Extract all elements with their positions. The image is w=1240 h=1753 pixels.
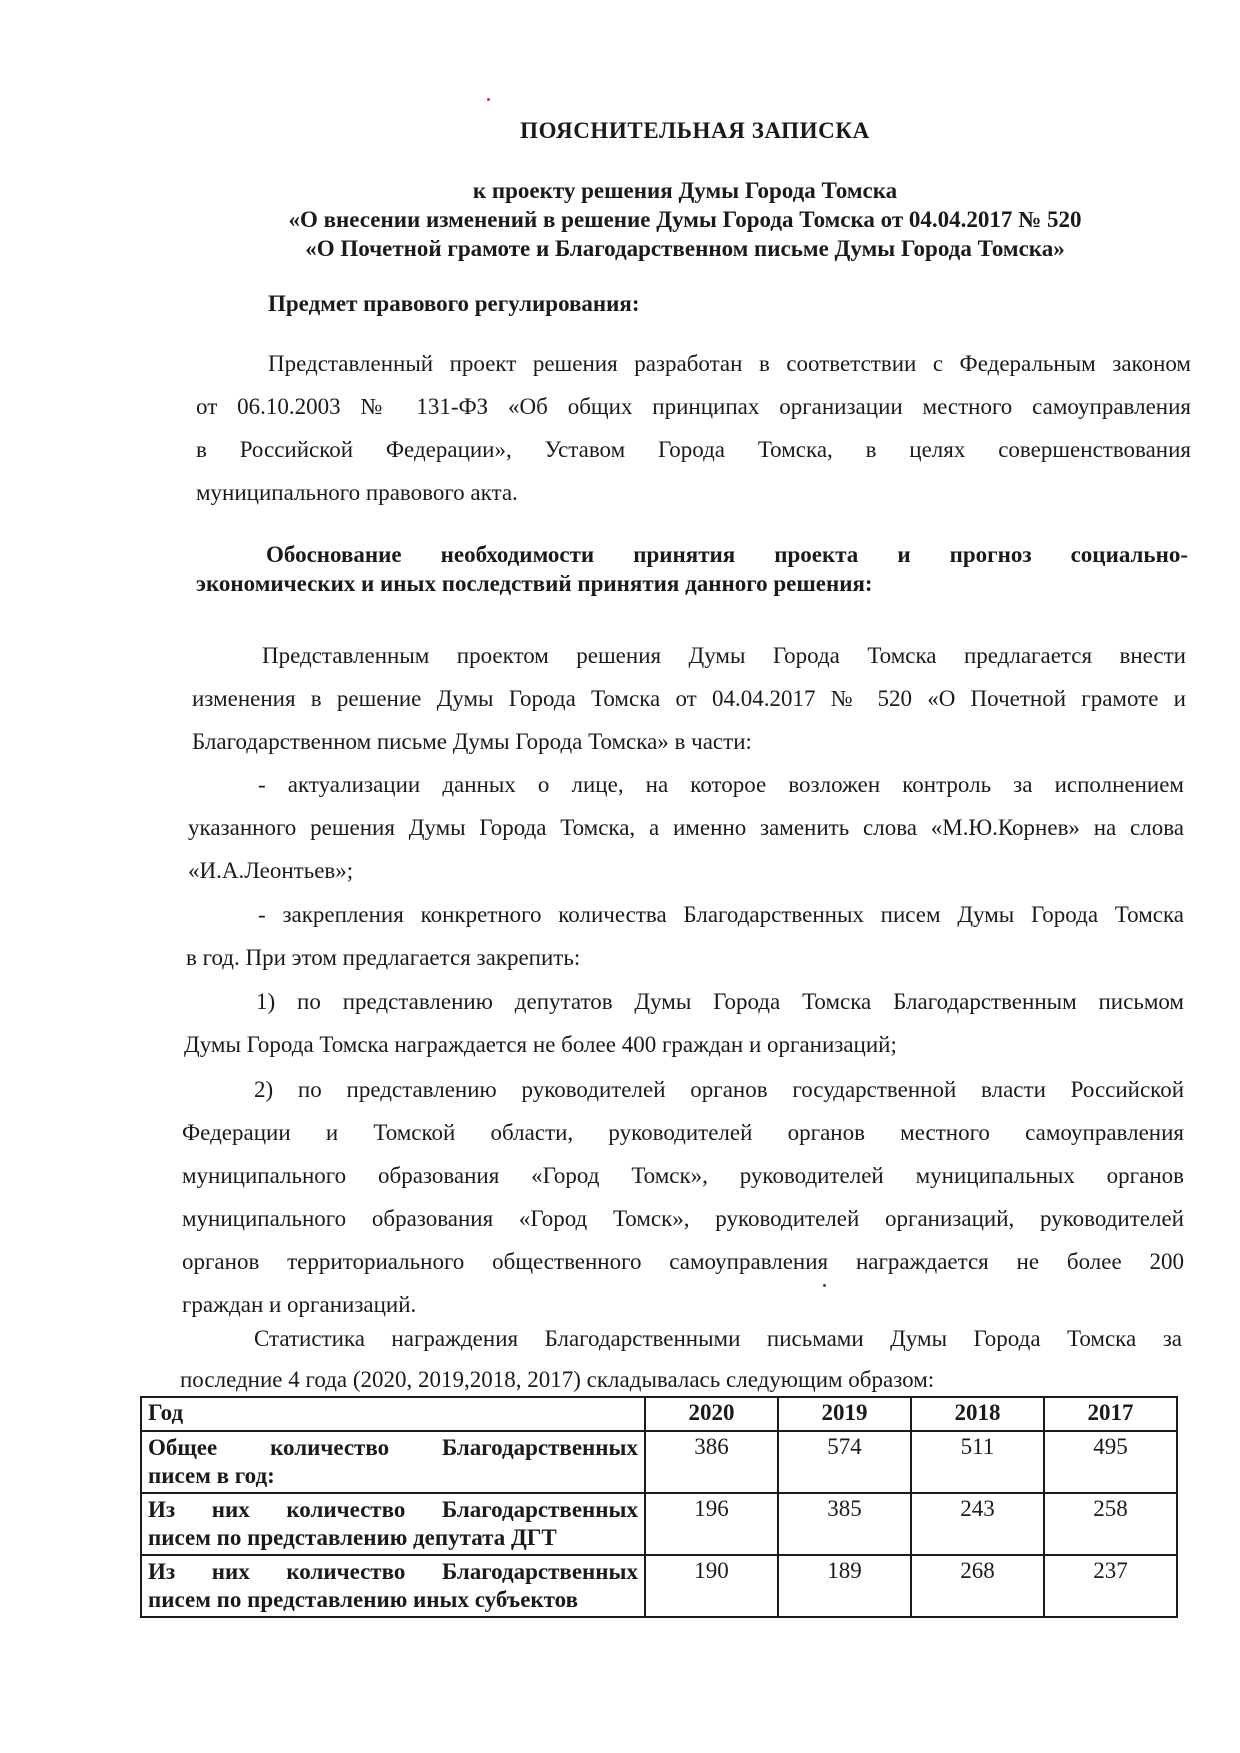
bullet-fixing <box>186 893 1184 979</box>
subtitle-line: «О внесении изменений в решение Думы Города Томска от 04.04.2017 № 520 <box>288 207 1082 232</box>
header-cell: 2019 <box>778 1397 911 1431</box>
value-cell: 258 <box>1044 1493 1177 1555</box>
table-row <box>141 1431 1177 1493</box>
text-line: от 06.10.2003 № 131-ФЗ «Об общих принципах организации местного самоуправления <box>196 394 1191 419</box>
bullet-actualization <box>188 763 1184 892</box>
text-line: муниципального образования «Город Томск», руководителей организаций, руководителей <box>182 1206 1184 1231</box>
value-cell: 386 <box>645 1431 778 1493</box>
value-cell: 243 <box>911 1493 1044 1555</box>
header-cell: 2020 <box>645 1397 778 1431</box>
header-cell: Год <box>141 1397 645 1431</box>
row-label <box>141 1493 645 1555</box>
section1-paragraph <box>196 342 1191 514</box>
doc-subtitle <box>230 176 1140 263</box>
row-label-line: Из них количество Благодарственных <box>148 1559 638 1584</box>
row-label <box>141 1431 645 1493</box>
table-row <box>141 1555 1177 1617</box>
text-line: в год. При этом предлагается закрепить: <box>186 945 581 970</box>
text-line: Федерации и Томской области, руководителей органов местного самоуправления <box>182 1120 1184 1145</box>
section2-heading <box>196 540 1188 598</box>
row-label-line: писем в год: <box>148 1463 275 1488</box>
text-line: - актуализации данных о лице, на которое возложен контроль за исполнением <box>258 772 1184 797</box>
text-line: муниципального правового акта. <box>196 480 518 505</box>
heading-line: Обоснование необходимости принятия проекта и прогноз социально- <box>266 542 1188 567</box>
text-line: 2) по представлению руководителей органов государственной власти Российской <box>254 1077 1184 1102</box>
text-line: Благодарственном письме Думы Города Томска» в части: <box>192 729 752 754</box>
header-cell: 2018 <box>911 1397 1044 1431</box>
header-cell: 2017 <box>1044 1397 1177 1431</box>
text-line: Представленным проектом решения Думы Города Томска предлагается внести <box>262 643 1186 668</box>
row-label-line: писем по представлению иных субъектов <box>148 1587 579 1612</box>
value-cell: 189 <box>778 1555 911 1617</box>
text-line: изменения в решение Думы Города Томска от 04.04.2017 № 520 «О Почетной грамоте и <box>192 686 1186 711</box>
text-line: муниципального образования «Город Томск», руководителей муниципальных органов <box>182 1163 1184 1188</box>
row-label-line: писем по представлению депутата ДГТ <box>148 1525 557 1550</box>
text-line: Думы Города Томска награждается не более 400 граждан и организаций; <box>184 1032 897 1057</box>
value-cell: 495 <box>1044 1431 1177 1493</box>
section2-paragraph <box>192 634 1186 763</box>
value-cell: 574 <box>778 1431 911 1493</box>
row-label <box>141 1555 645 1617</box>
item-deputies <box>184 980 1184 1066</box>
row-label-line: Общее количество Благодарственных <box>148 1435 638 1460</box>
text-line: «И.А.Леонтьев»; <box>188 858 354 883</box>
text-line: указанного решения Думы Города Томска, а именно заменить слова «М.Ю.Корнев» на слова <box>188 815 1184 840</box>
text-line: Статистика награждения Благодарственными письмами Думы Города Томска за <box>254 1326 1182 1351</box>
heading-line: экономических и иных последствий принятия данного решения: <box>196 571 873 596</box>
text-line: органов территориального общественного самоуправления награждается не более 200 <box>182 1249 1184 1274</box>
row-label-line: Из них количество Благодарственных <box>148 1497 638 1522</box>
text-line: последние 4 года (2020, 2019,2018, 2017) складывалась следующим образом: <box>180 1367 935 1392</box>
text-line: граждан и организаций. <box>182 1292 417 1317</box>
subtitle-line: «О Почетной грамоте и Благодарственном письме Думы Города Томска» <box>305 236 1065 261</box>
value-cell: 237 <box>1044 1555 1177 1617</box>
scan-speck <box>823 1284 826 1287</box>
value-cell: 268 <box>911 1555 1044 1617</box>
text-line: 1) по представлению депутатов Думы Города Томска Благодарственным письмом <box>256 989 1184 1014</box>
value-cell: 196 <box>645 1493 778 1555</box>
item-authorities <box>182 1068 1184 1326</box>
awards-statistics-table <box>140 1396 1178 1618</box>
table-header-row <box>141 1397 1177 1431</box>
text-line: Представленный проект решения разработан в соответствии с Федеральным законом <box>268 351 1191 376</box>
value-cell: 511 <box>911 1431 1044 1493</box>
text-line: в Российской Федерации», Уставом Города Томска, в целях совершенствования <box>196 437 1191 462</box>
value-cell: 385 <box>778 1493 911 1555</box>
doc-title: ПОЯСНИТЕЛЬНАЯ ЗАПИСКА <box>520 118 870 143</box>
stats-intro <box>180 1318 1182 1400</box>
section1-heading: Предмет правового регулирования: <box>268 291 640 316</box>
subtitle-line: к проекту решения Думы Города Томска <box>472 178 898 203</box>
table-row <box>141 1493 1177 1555</box>
scan-speck <box>487 98 490 101</box>
value-cell: 190 <box>645 1555 778 1617</box>
text-line: - закрепления конкретного количества Благодарственных писем Думы Города Томска <box>258 902 1184 927</box>
